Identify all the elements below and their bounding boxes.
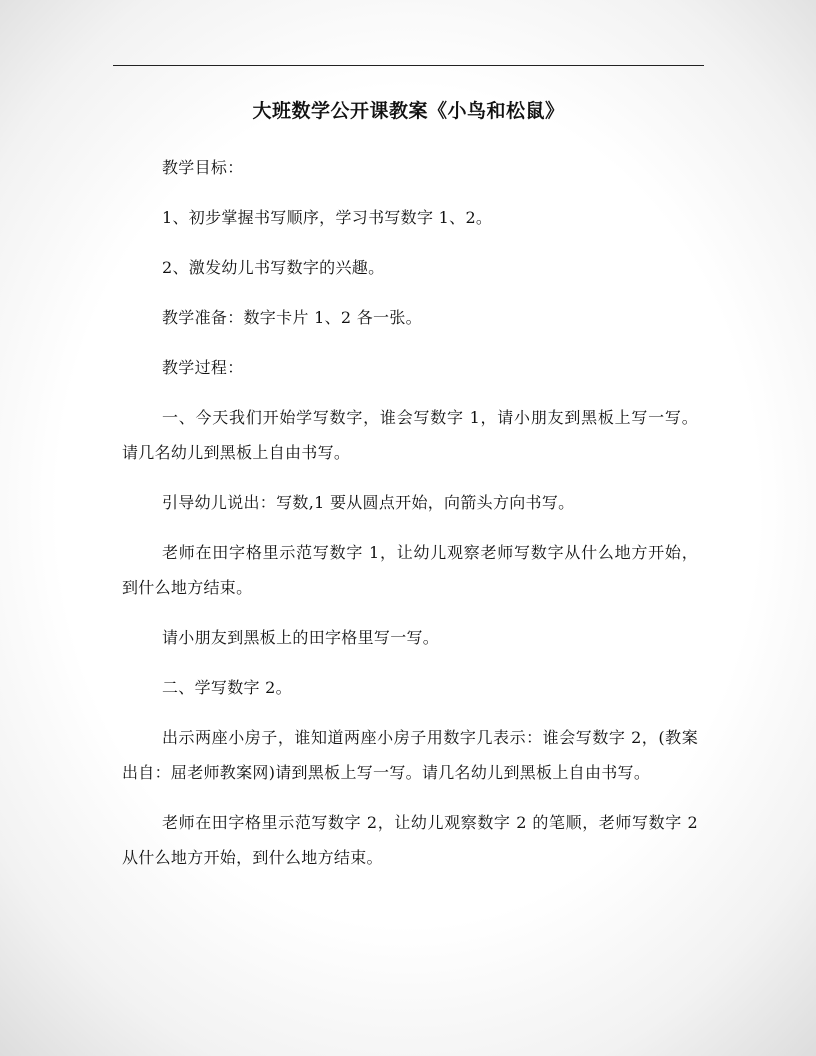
paragraph-objectives-heading: 教学目标： <box>162 158 244 177</box>
header-rule <box>113 65 704 66</box>
paragraph-objective-2: 2、激发幼儿书写数字的兴趣。 <box>162 258 385 277</box>
paragraph-demo-1: 老师在田字格里示范写数字 1，让幼儿观察老师写数字从什么地方开始，到什么地方结束。 <box>122 543 698 597</box>
paragraph-process-heading: 教学过程： <box>162 358 244 377</box>
paragraph-guide: 引导幼儿说出：写数,1 要从圆点开始，向箭头方向书写。 <box>162 493 575 512</box>
paragraph-practice: 请小朋友到黑板上的田字格里写一写。 <box>162 628 440 647</box>
document-body <box>122 150 698 890</box>
document-title: 大班数学公开课教案《小鸟和松鼠》 <box>252 100 565 122</box>
paragraph-preparation: 教学准备：数字卡片 1、2 各一张。 <box>162 308 422 327</box>
paragraph-step-2: 二、学写数字 2。 <box>162 678 292 697</box>
paragraph-step-1: 一、今天我们开始学写数字，谁会写数字 1，请小朋友到黑板上写一写。请几名幼儿到黑板上自由书写。 <box>122 408 698 462</box>
paragraph-demo-2: 老师在田字格里示范写数字 2，让幼儿观察数字 2 的笔顺，老师写数字 2 从什么地方开始，到什么地方结束。 <box>122 813 698 867</box>
paragraph-objective-1: 1、初步掌握书写顺序，学习书写数字 1、2。 <box>162 208 493 227</box>
paragraph-houses: 出示两座小房子，谁知道两座小房子用数字几表示：谁会写数字 2，(教案出自：屈老师教案网)请到黑板上写一写。请几名幼儿到黑板上自由书写。 <box>122 728 698 782</box>
